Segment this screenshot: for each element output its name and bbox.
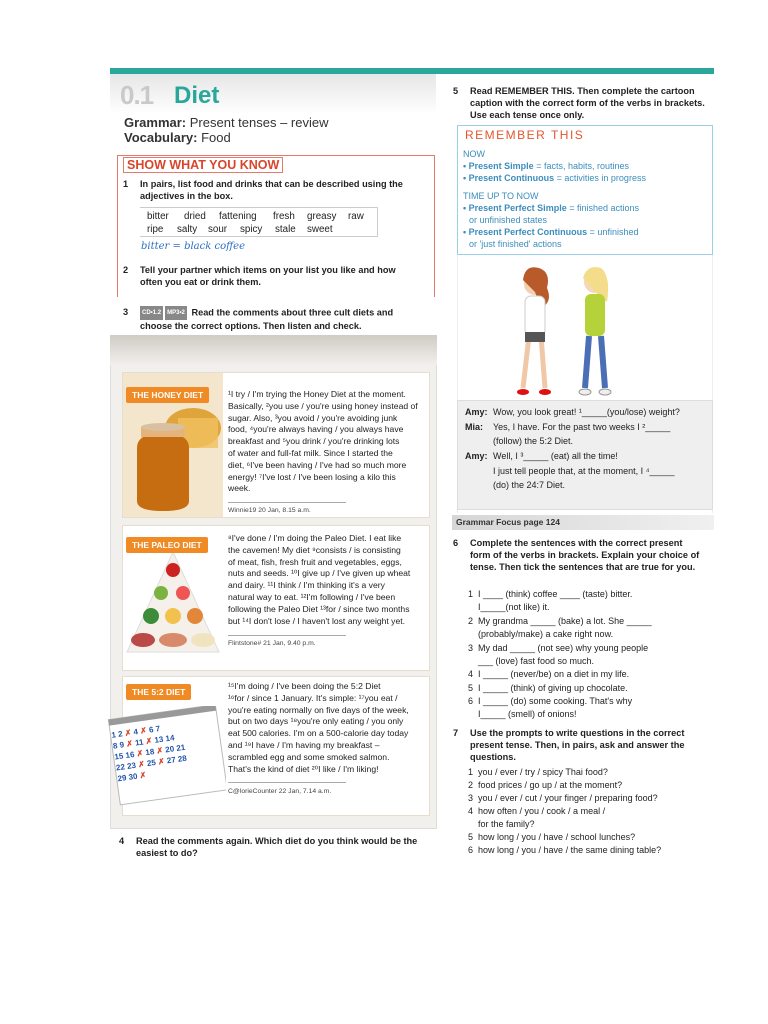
exercise-number: 7 xyxy=(453,728,459,738)
present-simple-rule: • Present Simple = facts, habits, routines xyxy=(463,161,629,171)
text-line: Basically, ²you use / you're using honey instead of xyxy=(228,400,418,411)
caption-line: Well, I ³_____ (eat) all the time! xyxy=(493,451,618,461)
vocab-line xyxy=(124,130,231,145)
exercise-6-item: I_____ (smell) of onions! xyxy=(468,709,577,719)
exercise-3 xyxy=(123,306,425,332)
diet-tag-fivetwo: THE 5:2 DIET xyxy=(126,684,191,700)
exercise-1-text: In pairs, list food and drinks that can be described using the adjectives in the box. xyxy=(140,179,403,201)
exercise-number: 5 xyxy=(453,86,459,96)
calendar-row: 8 9 ✗ 11 ✗ 13 14 xyxy=(112,733,176,751)
text-line: natural way to eat. ¹²I'm following / I've been xyxy=(228,591,396,602)
text-line: sugar. Also, ³you avoid / you're avoiding junk xyxy=(228,412,398,423)
honey-signature: Winnie19 20 Jan, 8.15 a.m. xyxy=(228,507,311,514)
exercise-6-item: 1 I ____ (think) coffee ____ (taste) bitter. xyxy=(468,589,633,599)
exercise-7-item: 6 how long / you / have / the same dining table? xyxy=(468,845,662,855)
exercise-number: 6 xyxy=(453,538,459,548)
present-continuous-rule: • Present Continuous = activities in progress xyxy=(463,173,646,183)
handwritten-example: bitter = black coffee xyxy=(141,241,246,252)
present-perfect-continuous-rule: • Present Perfect Continuous = unfinished xyxy=(463,227,639,237)
adjective: fattening xyxy=(219,211,257,222)
exercise-6-item: 4 I _____ (never/be) on a diet in my life. xyxy=(468,669,630,679)
exercise-6-item: 2 My grandma _____ (bake) a lot. She _____ xyxy=(468,616,652,626)
calendar-row: 1 2 ✗ 4 ✗ 6 7 xyxy=(110,724,161,740)
exercise-6-item: (probably/make) a cake right now. xyxy=(468,629,614,639)
adjective: ripe xyxy=(147,224,164,235)
text-line: and ¹⁹I have / I'm having my breakfast – xyxy=(228,739,380,750)
cartoon-two-girls-image xyxy=(495,262,635,402)
diets-panel-header xyxy=(110,335,437,365)
signature-line xyxy=(228,782,346,783)
exercise-2 xyxy=(123,264,420,288)
vocab-value: Food xyxy=(201,130,231,145)
exercise-6-item: ___ (love) fast food so much. xyxy=(468,656,595,666)
exercise-6-item: 5 I _____ (think) of giving up chocolate. xyxy=(468,683,628,693)
fivetwo-signature: C@lorieCounter 22 Jan, 7.14 a.m. xyxy=(228,788,332,795)
now-label: NOW xyxy=(463,149,485,159)
exercise-7-text: Use the prompts to write questions in the correct present tense. Then, in pairs, ask and answer the questions. xyxy=(470,728,685,762)
food-pyramid-image xyxy=(123,548,223,658)
exercise-6-item: I_____(not like) it. xyxy=(468,602,550,612)
show-what-you-know-title: SHOW WHAT YOU KNOW xyxy=(123,157,283,173)
calendar-row: 29 30 ✗ xyxy=(116,770,147,784)
text-line: energy! ⁷I've lost / I've been losing a kilo this xyxy=(228,471,396,482)
adjective: spicy xyxy=(240,224,263,235)
signature-line xyxy=(228,502,346,503)
text-line: but ¹⁴I don't lose / I haven't lost any weight yet. xyxy=(228,615,406,626)
signature-line xyxy=(228,635,346,636)
exercise-5 xyxy=(453,85,705,121)
text-line: eat 500 calories. I'm on a 500-calorie day today xyxy=(228,728,409,739)
calendar-row: 22 23 ✗ 25 ✗ 27 28 xyxy=(115,753,188,773)
text-line: nuts and seeds. ¹⁰I give up / I've given up wheat xyxy=(228,568,411,579)
text-line: breakfast and ⁵you drink / you're drinking lots xyxy=(228,436,400,447)
text-line: the cavemen! My diet ⁹consists / is consisting xyxy=(228,544,401,555)
text-line: diet, ⁶I've been having / I've had so much more xyxy=(228,459,407,470)
text-line: scrambled egg and some smoked salmon. xyxy=(228,751,390,762)
grammar-label: Grammar: xyxy=(124,115,187,130)
grammar-value: Present tenses – review xyxy=(189,115,329,130)
exercise-7-item: 3 you / ever / cut / your finger / preparing food? xyxy=(468,793,658,803)
fivetwo-diet-text xyxy=(228,681,426,775)
exercise-number: 4 xyxy=(119,836,125,846)
exercise-7-item: 5 how long / you / have / school lunches? xyxy=(468,832,636,842)
present-perfect-simple-rule: • Present Perfect Simple = finished actions xyxy=(463,203,639,213)
caption-line: Yes, I have. For the past two weeks I ²_____ xyxy=(493,422,671,432)
adjective: sour xyxy=(208,224,228,235)
text-line: but on two days ¹⁸you're only eating / you only xyxy=(228,716,404,727)
exercise-number: 1 xyxy=(123,179,129,189)
vocab-label: Vocabulary: xyxy=(124,130,198,145)
exercise-6-text: Complete the sentences with the correct present form of the verbs in brackets. Explain your choice of tense. Then tick the sentences that are true for you. xyxy=(470,538,700,572)
text-line: ⁸I've done / I'm doing the Paleo Diet. I eat like xyxy=(228,533,402,543)
exercise-7-item: 4 how often / you / cook / a meal / xyxy=(468,806,606,816)
exercise-7 xyxy=(453,727,705,763)
exercise-6 xyxy=(453,537,705,573)
adjective: fresh xyxy=(273,211,295,222)
exercise-4-text: Read the comments again. Which diet do you think would be the easiest to do? xyxy=(136,836,418,858)
adjective-box xyxy=(140,207,378,237)
present-perfect-continuous-rule-cont: or 'just finished' actions xyxy=(469,239,562,249)
adjective: greasy xyxy=(307,211,337,222)
lesson-header-band xyxy=(110,74,436,114)
caption-line: (do) the 24:7 Diet. xyxy=(493,480,566,490)
text-line: food, ⁴you're always having / you always have xyxy=(228,424,404,435)
honey-diet-text xyxy=(228,389,426,495)
adjective: raw xyxy=(348,211,364,222)
exercise-6-item: 6 I _____ (do) some cooking. That's why xyxy=(468,696,633,706)
exercise-2-text: Tell your partner which items on your list you like and how often you eat or drink them. xyxy=(140,265,396,287)
adjective: bitter xyxy=(147,211,169,222)
diet-tag-paleo: THE PALEO DIET xyxy=(126,537,208,553)
adjective: sweet xyxy=(307,224,333,235)
calendar-row: 15 16 ✗ 18 ✗ 20 21 xyxy=(113,742,186,762)
exercise-7-item: 1 you / ever / try / spicy Thai food? xyxy=(468,767,608,777)
speaker-mia: Mia: xyxy=(465,422,483,432)
exercise-5-text: Read REMEMBER THIS. Then complete the cartoon caption with the correct form of the verbs in brackets. Use each tense once only. xyxy=(470,86,705,120)
caption-line: Wow, you look great! ¹_____(you/lose) weight? xyxy=(493,407,680,417)
cd-badge[interactable]: CD•1.2 xyxy=(140,306,163,320)
adjective: dried xyxy=(184,211,206,222)
text-line: following the Paleo Diet ¹³for / since two months xyxy=(228,603,410,614)
text-line: ¹⁶for / since 1 January. It's simple: ¹⁷you eat / xyxy=(228,692,398,703)
speaker-amy: Amy: xyxy=(465,407,488,417)
text-line: of water and full-fat milk. Since I started the xyxy=(228,447,393,458)
exercise-number: 2 xyxy=(123,265,129,275)
remember-this-title: REMEMBER THIS xyxy=(462,128,587,142)
exercise-6-item: 3 My dad _____ (not see) why young people xyxy=(468,643,649,653)
text-line: and dairy. ¹¹I think / I'm thinking it's a very xyxy=(228,580,385,591)
exercise-3-text: Read the comments about three cult diets and choose the correct options. Then listen and check. xyxy=(140,307,394,331)
text-line: week. xyxy=(228,483,251,494)
text-line: That's the kind of diet ²⁰I like / I'm liking! xyxy=(228,763,379,774)
exercise-number: 3 xyxy=(123,307,129,317)
text-line: of meat, fish, fresh fruit and vegetables, eggs, xyxy=(228,556,402,567)
caption-line: I just tell people that, at the moment, I ⁴_____ xyxy=(493,466,675,476)
text-line: ¹⁵I'm doing / I've been doing the 5:2 Diet xyxy=(228,681,381,691)
exercise-1 xyxy=(123,178,420,202)
adjective: salty xyxy=(177,224,198,235)
lesson-number: 0.1 xyxy=(120,80,154,110)
time-up-to-now-label: TIME UP TO NOW xyxy=(463,191,539,201)
lesson-title: Diet xyxy=(174,82,220,109)
grammar-line xyxy=(124,115,329,130)
adjective: stale xyxy=(275,224,296,235)
text-line: you're eating normally on five days of the week, xyxy=(228,704,409,715)
exercise-4 xyxy=(119,835,426,859)
paleo-signature: Flintstone# 21 Jan, 9.40 p.m. xyxy=(228,640,316,647)
present-perfect-simple-rule-cont: or unfinished states xyxy=(469,215,548,225)
grammar-focus-link[interactable]: Grammar Focus page 124 xyxy=(456,517,560,527)
exercise-7-item: for the family? xyxy=(468,819,535,829)
caption-line: (follow) the 5:2 Diet. xyxy=(493,436,574,446)
speaker-amy: Amy: xyxy=(465,451,488,461)
mp3-badge[interactable]: MP3•2 xyxy=(165,306,187,320)
diet-tag-honey: THE HONEY DIET xyxy=(126,387,209,403)
text-line: ¹I try / I'm trying the Honey Diet at the moment. xyxy=(228,389,406,399)
exercise-7-item: 2 food prices / go up / at the moment? xyxy=(468,780,623,790)
paleo-diet-text xyxy=(228,533,426,627)
